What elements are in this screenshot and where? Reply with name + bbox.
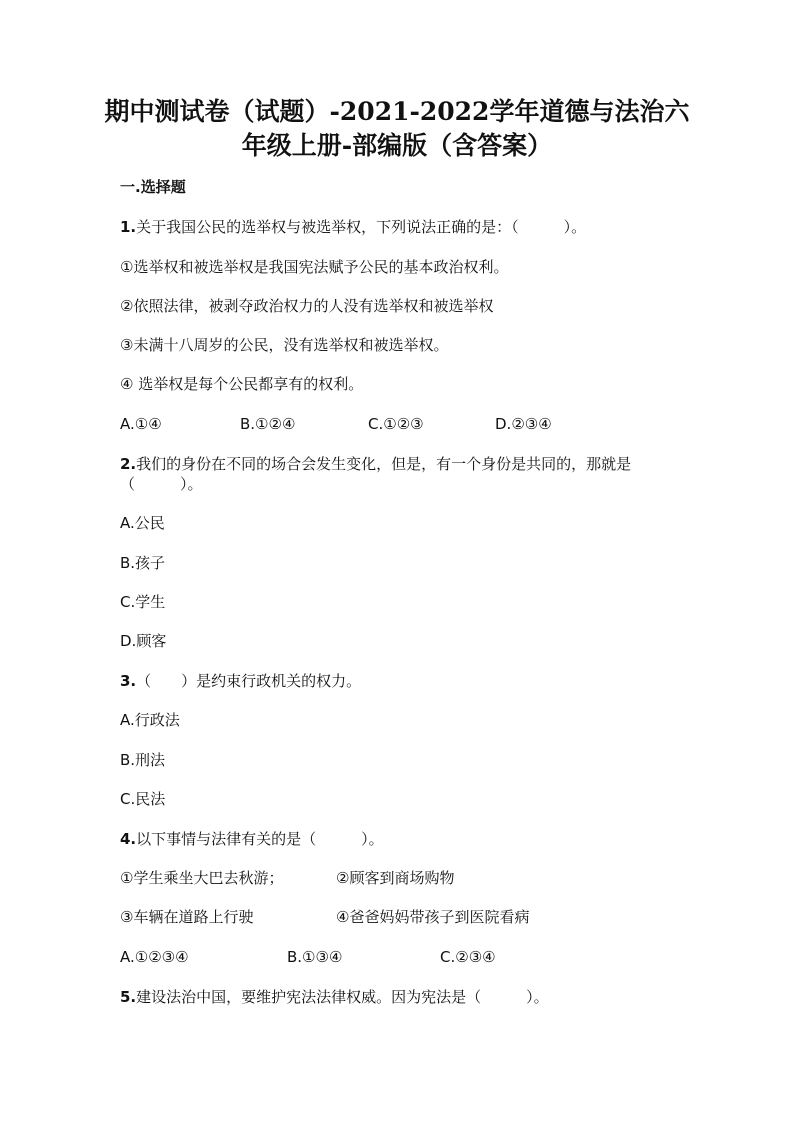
question-5 xyxy=(120,986,549,1008)
q4-statement-2: ②顾客到商场购物 xyxy=(336,869,455,887)
question-3 xyxy=(120,670,361,692)
question-number: 3. xyxy=(120,672,137,690)
question-text: 我们的身份在不同的场合会发生变化，但是，有一个身份是共同的，那就是 xyxy=(136,455,632,473)
q3-option-c[interactable]: C.民法 xyxy=(120,790,166,808)
question-text: 建设法治中国，要维护宪法法律权威。因为宪法是（ ）。 xyxy=(136,988,549,1006)
document-title-line-2: 年级上册-部编版（含答案） xyxy=(241,131,553,160)
q4-option-b[interactable]: B.①③④ xyxy=(287,948,343,966)
q4-statements-row-1 xyxy=(120,867,680,889)
q1-option-c[interactable]: C.①②③ xyxy=(368,415,424,433)
q4-statement-1: ①学生乘坐大巴去秋游； xyxy=(120,869,284,887)
question-number: 2. xyxy=(120,455,137,473)
q2-option-c[interactable]: C.学生 xyxy=(120,593,166,611)
question-4 xyxy=(120,828,384,850)
question-number: 4. xyxy=(120,830,137,848)
question-2-continuation: （ ）。 xyxy=(120,475,203,493)
q1-statement-2: ②依照法律，被剥夺政治权力的人没有选举权和被选举权 xyxy=(120,297,494,315)
q1-statement-3: ③未满十八周岁的公民，没有选举权和被选举权。 xyxy=(120,336,449,354)
document-title-line-1: 期中测试卷（试题）-2021-2022学年道德与法治六 xyxy=(104,97,690,126)
section-heading: 一.选择题 xyxy=(120,178,186,196)
q3-option-a[interactable]: A.行政法 xyxy=(120,711,180,729)
q2-option-a[interactable]: A.公民 xyxy=(120,514,165,532)
q1-option-b[interactable]: B.①②④ xyxy=(240,415,296,433)
question-text: 以下事情与法律有关的是（ ）。 xyxy=(136,830,384,848)
question-text: 关于我国公民的选举权与被选举权，下列说法正确的是：（ ）。 xyxy=(136,218,587,236)
q1-options-row xyxy=(120,413,680,435)
q3-option-b[interactable]: B.刑法 xyxy=(120,751,166,769)
q1-option-d[interactable]: D.②③④ xyxy=(495,415,552,433)
q4-option-c[interactable]: C.②③④ xyxy=(440,948,496,966)
q1-option-a[interactable]: A.①④ xyxy=(120,415,162,433)
question-1 xyxy=(120,216,586,238)
q4-options-row xyxy=(120,946,680,968)
q4-option-a[interactable]: A.①②③④ xyxy=(120,948,189,966)
q1-statement-4: ④ 选举权是每个公民都享有的权利。 xyxy=(120,375,364,393)
q1-statement-1: ①选举权和被选举权是我国宪法赋予公民的基本政治权利。 xyxy=(120,258,509,276)
question-2 xyxy=(120,453,631,475)
question-number: 1. xyxy=(120,218,137,236)
question-text: （ ）是约束行政机关的权力。 xyxy=(136,672,362,690)
question-number: 5. xyxy=(120,988,137,1006)
q4-statements-row-2 xyxy=(120,906,680,928)
q2-option-b[interactable]: B.孩子 xyxy=(120,554,166,572)
q2-option-d[interactable]: D.顾客 xyxy=(120,632,167,650)
q4-statement-4: ④爸爸妈妈带孩子到医院看病 xyxy=(336,908,530,926)
q4-statement-3: ③车辆在道路上行驶 xyxy=(120,908,254,926)
